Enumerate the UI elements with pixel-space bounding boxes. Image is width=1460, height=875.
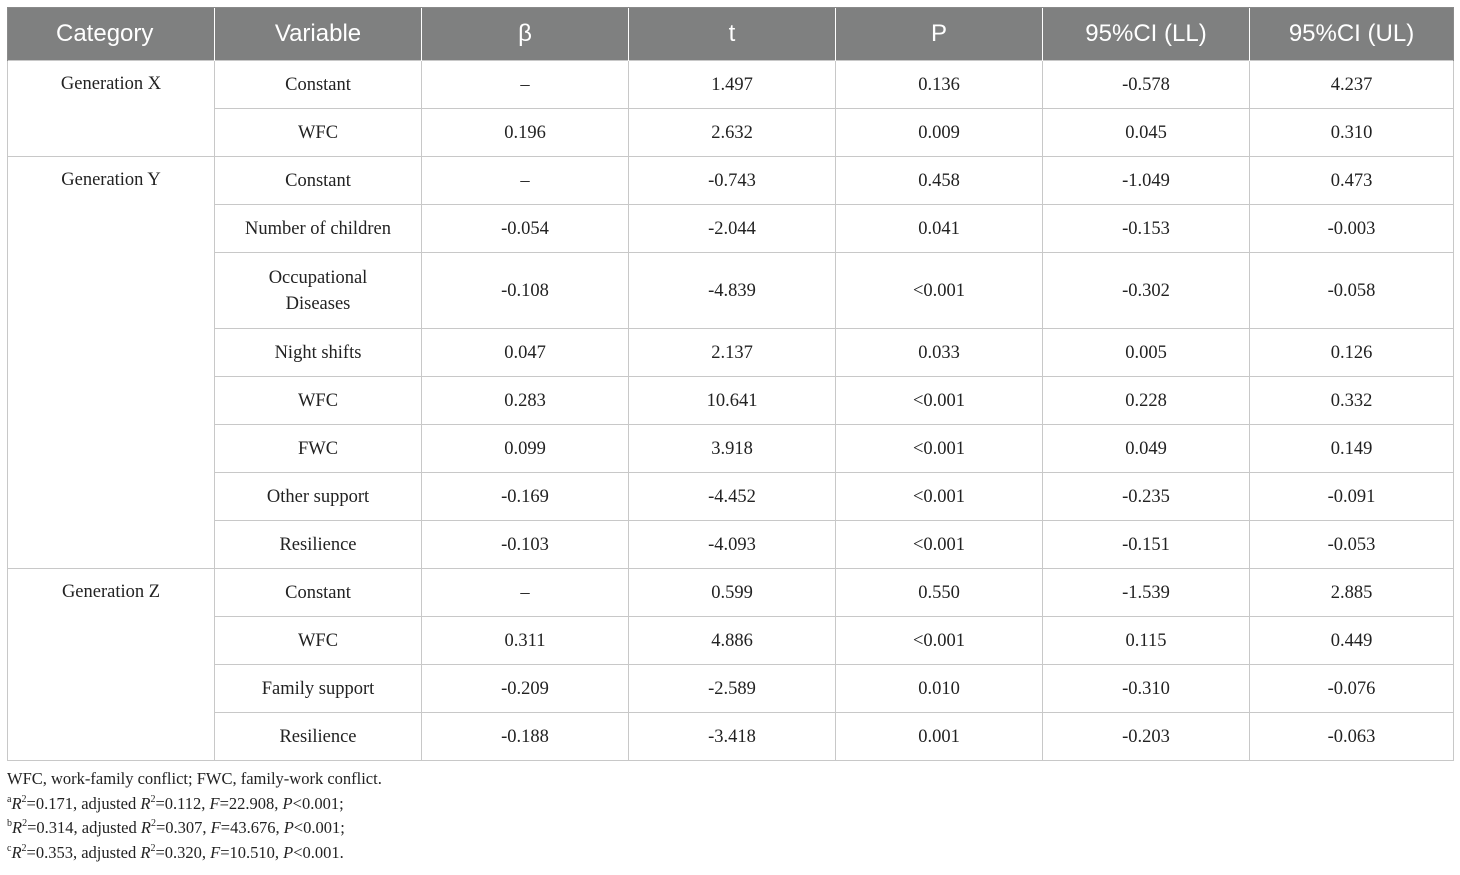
t-cell: -3.418 [629,713,836,761]
square-superscript: 2 [22,818,28,829]
p-cell: 0.041 [836,205,1043,253]
p-cell: <0.001 [836,377,1043,425]
table-notes [7,767,1453,865]
t-cell: -4.839 [629,253,836,329]
beta-cell: 0.283 [422,377,629,425]
square-superscript: 2 [150,842,156,854]
square-superscript: 2 [150,793,156,805]
ci-ll-cell: -0.235 [1043,473,1250,521]
beta-cell: -0.209 [422,665,629,713]
r2-value: =0.314, adjusted [27,818,141,837]
p-symbol: P [283,818,294,837]
beta-cell: 0.047 [422,329,629,377]
t-cell: -2.044 [629,205,836,253]
header-ci-ul: 95%CI (UL) [1250,8,1454,61]
note-marker: b [7,818,12,829]
r-symbol: R [140,842,151,862]
r-symbol: R [140,818,151,837]
r2-value: =0.353, adjusted [26,842,141,862]
t-cell: 1.497 [629,61,836,109]
t-cell: 4.886 [629,617,836,665]
t-cell: 2.632 [629,109,836,157]
variable-cell: Occupational Diseases [215,253,422,329]
ci-ll-cell: 0.049 [1043,425,1250,473]
r-symbol: R [11,842,22,862]
ci-ll-cell: -0.203 [1043,713,1250,761]
beta-cell: -0.169 [422,473,629,521]
beta-cell: 0.099 [422,425,629,473]
ci-ul-cell: -0.063 [1250,713,1454,761]
square-superscript: 2 [21,842,27,854]
ci-ul-cell: -0.091 [1250,473,1454,521]
p-cell: <0.001 [836,425,1043,473]
square-superscript: 2 [21,793,27,805]
model-note [7,792,1453,817]
ci-ul-cell: 0.149 [1250,425,1454,473]
ci-ul-cell: -0.053 [1250,521,1454,569]
adjusted-r2-value: =0.112, [155,793,210,813]
beta-cell: -0.103 [422,521,629,569]
p-value: <0.001; [292,793,344,813]
p-cell: 0.136 [836,61,1043,109]
p-cell: <0.001 [836,473,1043,521]
ci-ul-cell: 4.237 [1250,61,1454,109]
header-p: P [836,8,1043,61]
beta-cell: 0.196 [422,109,629,157]
p-cell: 0.550 [836,569,1043,617]
ci-ul-cell: -0.076 [1250,665,1454,713]
table-row [8,617,1454,665]
variable-cell: Family support [215,665,422,713]
p-value: <0.001; [293,818,345,837]
p-value: <0.001. [293,842,344,862]
note-marker: c [7,842,12,854]
t-cell: 0.599 [629,569,836,617]
ci-ul-cell: 0.126 [1250,329,1454,377]
ci-ll-cell: 0.045 [1043,109,1250,157]
t-cell: -0.743 [629,157,836,205]
variable-cell: Resilience [215,521,422,569]
ci-ll-cell: 0.228 [1043,377,1250,425]
ci-ll-cell: -0.578 [1043,61,1250,109]
header-t: t [629,8,836,61]
variable-cell: Night shifts [215,329,422,377]
adjusted-r2-value: =0.307, [155,818,211,837]
beta-cell: – [422,569,629,617]
variable-cell: Resilience [215,713,422,761]
header-category: Category [8,8,215,61]
regression-table [7,7,1454,761]
ci-ul-cell: 0.332 [1250,377,1454,425]
p-cell: 0.010 [836,665,1043,713]
r-symbol: R [12,818,23,837]
ci-ul-cell: 0.449 [1250,617,1454,665]
ci-ul-cell: 0.310 [1250,109,1454,157]
f-value: =43.676, [220,818,284,837]
beta-cell: – [422,157,629,205]
variable-cell: Other support [215,473,422,521]
variable-cell: WFC [215,377,422,425]
table-row [8,157,1454,205]
beta-cell: -0.108 [422,253,629,329]
variable-cell: Constant [215,157,422,205]
note-models [7,792,1453,866]
variable-cell: Constant [215,61,422,109]
ci-ll-cell: -0.310 [1043,665,1250,713]
ci-ul-cell: 2.885 [1250,569,1454,617]
table-row [8,205,1454,253]
p-cell: 0.033 [836,329,1043,377]
t-cell: 10.641 [629,377,836,425]
table-row [8,569,1454,617]
ci-ll-cell: 0.115 [1043,617,1250,665]
t-cell: -2.589 [629,665,836,713]
header-ci-ll: 95%CI (LL) [1043,8,1250,61]
ci-ll-cell: -1.539 [1043,569,1250,617]
table-row [8,109,1454,157]
t-cell: 3.918 [629,425,836,473]
f-symbol: F [210,818,221,837]
category-cell: Generation Z [8,569,215,761]
t-cell: -4.093 [629,521,836,569]
beta-cell: 0.311 [422,617,629,665]
table-row [8,473,1454,521]
p-symbol: P [282,793,293,813]
header-row [8,8,1454,61]
variable-cell: Constant [215,569,422,617]
table-row [8,61,1454,109]
r2-value: =0.171, adjusted [26,793,141,813]
table-body [8,61,1454,761]
note-marker: a [7,793,12,805]
table-row [8,377,1454,425]
r-symbol: R [11,793,22,813]
category-cell: Generation Y [8,157,215,569]
t-cell: 2.137 [629,329,836,377]
variable-cell: WFC [215,617,422,665]
header-beta: β [422,8,629,61]
square-superscript: 2 [150,818,156,829]
p-symbol: P [283,842,294,862]
adjusted-r2-value: =0.320, [155,842,211,862]
t-cell: -4.452 [629,473,836,521]
model-note [7,816,1453,841]
ci-ul-cell: -0.058 [1250,253,1454,329]
variable-cell: Number of children [215,205,422,253]
f-value: =22.908, [219,793,283,813]
table-row [8,521,1454,569]
table-row [8,329,1454,377]
beta-cell: – [422,61,629,109]
p-cell: 0.001 [836,713,1043,761]
table-row [8,425,1454,473]
f-symbol: F [209,793,220,813]
p-cell: 0.009 [836,109,1043,157]
ci-ll-cell: -0.302 [1043,253,1250,329]
f-symbol: F [210,842,221,862]
p-cell: 0.458 [836,157,1043,205]
model-note [7,841,1453,866]
p-cell: <0.001 [836,617,1043,665]
ci-ll-cell: -1.049 [1043,157,1250,205]
ci-ll-cell: -0.151 [1043,521,1250,569]
variable-cell: WFC [215,109,422,157]
ci-ul-cell: -0.003 [1250,205,1454,253]
ci-ll-cell: -0.153 [1043,205,1250,253]
category-cell: Generation X [8,61,215,157]
r-symbol: R [140,793,151,813]
p-cell: <0.001 [836,253,1043,329]
table-row [8,253,1454,329]
table-row [8,665,1454,713]
ci-ll-cell: 0.005 [1043,329,1250,377]
f-value: =10.510, [220,842,284,862]
ci-ul-cell: 0.473 [1250,157,1454,205]
p-cell: <0.001 [836,521,1043,569]
note-abbreviations: WFC, work-family conflict; FWC, family-work conflict. [7,769,382,788]
header-variable: Variable [215,8,422,61]
beta-cell: -0.188 [422,713,629,761]
table-row [8,713,1454,761]
table-container [7,7,1453,865]
variable-cell: FWC [215,425,422,473]
beta-cell: -0.054 [422,205,629,253]
